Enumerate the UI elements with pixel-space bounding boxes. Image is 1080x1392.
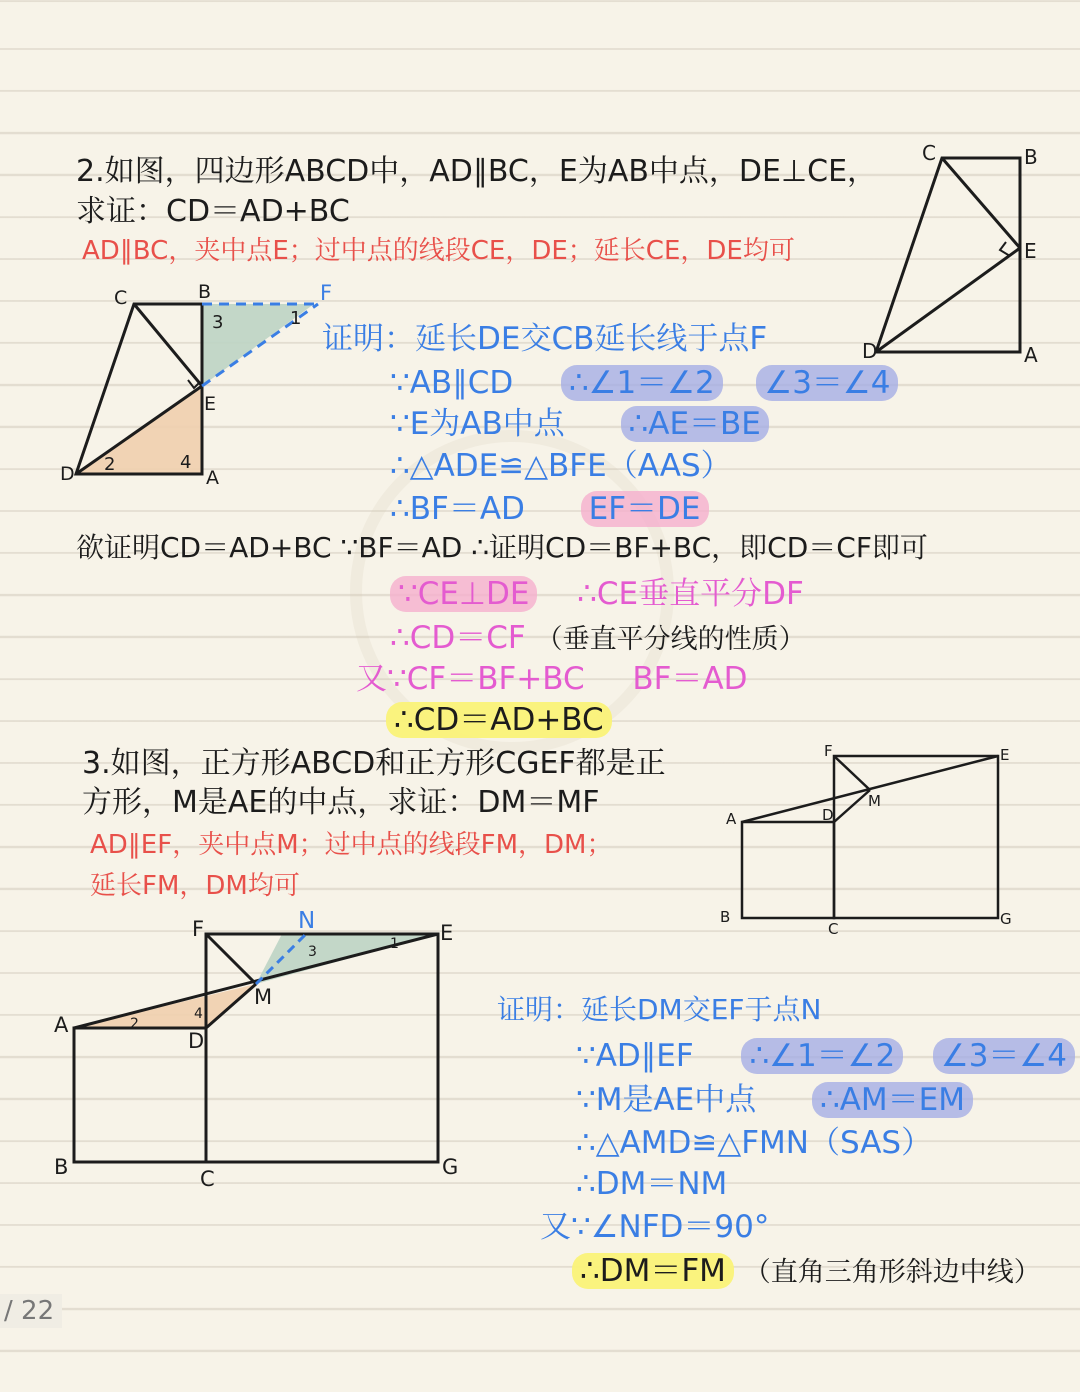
angle-2: 2 <box>104 454 116 475</box>
angle-1: 1 <box>390 936 399 952</box>
segment-fm <box>206 934 256 984</box>
problem2-annotated-figure <box>56 280 346 490</box>
step-text: ∵E为AB中点 <box>390 406 565 442</box>
label-g: G <box>1000 910 1012 928</box>
label-d: D <box>822 806 834 824</box>
label-f: F <box>320 281 333 305</box>
segment-ce <box>942 158 1020 248</box>
label-f: F <box>192 917 205 941</box>
label-m: M <box>254 985 273 1009</box>
step-text: BF＝AD <box>632 661 748 697</box>
step-text: ∴CD＝CF <box>390 620 526 656</box>
step-note: （直角三角形斜边中线） <box>743 1257 1041 1288</box>
problem2-step1 <box>390 357 898 402</box>
label-c: C <box>200 1167 215 1190</box>
problem2-step3: ∴△ADE≌△BFE（AAS） <box>390 448 732 484</box>
label-d: D <box>862 339 878 363</box>
problem2-step7 <box>390 612 806 657</box>
label-e: E <box>440 921 454 945</box>
label-a: A <box>726 810 737 828</box>
label-b: B <box>1024 145 1038 169</box>
highlight: ∠3＝∠4 <box>933 1038 1075 1074</box>
step-text: ∵AD∥EF <box>576 1038 694 1074</box>
problem2-statement-line2: 求证：CD＝AD+BC <box>76 194 350 229</box>
step-text: ∴CE垂直平分DF <box>577 576 804 612</box>
label-b: B <box>720 908 731 926</box>
label-a: A <box>1024 343 1038 367</box>
problem2-step5: 欲证明CD＝AD+BC ∵BF＝AD ∴证明CD＝BF+BC，即CD＝CF即可 <box>76 531 928 564</box>
label-c: C <box>828 920 839 938</box>
angle-3: 3 <box>308 944 317 960</box>
segment-de <box>876 248 1020 352</box>
problem3-step3: ∴△AMD≌△FMN（SAS） <box>576 1125 933 1161</box>
segment-fm <box>834 756 870 790</box>
problem3-hint-line1: AD∥EF，夹中点M；过中点的线段FM，DM； <box>90 830 613 860</box>
segment-ce <box>134 304 202 386</box>
problem2-step2 <box>390 398 769 443</box>
label-n: N <box>298 908 316 934</box>
angle-3: 3 <box>212 312 224 333</box>
label-e: E <box>1000 746 1010 764</box>
problem3-hint-line2: 延长FM，DM均可 <box>90 871 300 901</box>
angle-2: 2 <box>130 1016 139 1032</box>
label-g: G <box>442 1155 459 1179</box>
step-text: ∴BF＝AD <box>390 491 525 527</box>
problem3-reference-figure <box>716 740 1022 940</box>
segment-ae <box>74 934 438 1028</box>
highlight: ∵CE⊥DE <box>390 576 537 612</box>
highlight: ∴AE＝BE <box>621 406 769 442</box>
page-indicator: / 22 <box>0 1294 62 1328</box>
problem2-reference-figure <box>860 140 1060 370</box>
problem3-step5: 又∵∠NFD＝90° <box>540 1209 770 1245</box>
label-a: A <box>54 1013 69 1037</box>
highlight: ∴AM＝EM <box>812 1082 973 1118</box>
problem3-statement-line2: 方形，M是AE的中点，求证：DM＝MF <box>82 785 600 820</box>
problem3-step2 <box>576 1074 973 1119</box>
square-abcd <box>742 822 834 918</box>
square-abcd <box>74 1028 206 1162</box>
problem2-hint: AD∥BC，夹中点E；过中点的线段CE，DE；延长CE，DE均可 <box>82 236 795 266</box>
highlight: ∴∠1＝∠2 <box>741 1038 903 1074</box>
label-a: A <box>206 467 219 489</box>
problem2-step6 <box>390 568 804 613</box>
label-b: B <box>198 281 212 303</box>
label-f: F <box>824 742 833 760</box>
label-e: E <box>1024 239 1037 263</box>
angle-1: 1 <box>290 308 302 329</box>
step-text: ∵AB∥CD <box>390 365 514 401</box>
problem2-conclusion <box>386 694 612 739</box>
highlight: ∠3＝∠4 <box>756 365 898 401</box>
highlight: EF＝DE <box>581 491 709 527</box>
highlight: ∴DM＝FM <box>572 1253 734 1289</box>
label-c: C <box>114 287 128 309</box>
label-e: E <box>204 393 217 415</box>
step-text: ∵M是AE中点 <box>576 1082 757 1118</box>
step-text: 又∵CF＝BF+BC <box>356 661 585 697</box>
problem3-step4: ∴DM＝NM <box>576 1166 728 1202</box>
problem2-step8 <box>356 653 748 698</box>
problem3-statement-line1: 3.如图，正方形ABCD和正方形CGEF都是正 <box>82 746 666 781</box>
problem3-proof-title: 证明：延长DM交EF于点N <box>497 993 822 1026</box>
step-note: （垂直平分线的性质） <box>535 624 806 655</box>
problem3-conclusion <box>572 1245 1041 1290</box>
right-angle-mark <box>1000 242 1010 256</box>
label-d: D <box>188 1029 205 1053</box>
highlight: ∴CD＝AD+BC <box>386 702 612 738</box>
problem2-proof-title: 证明：延长DE交CB延长线于点F <box>322 321 768 357</box>
problem2-statement-line1: 2.如图，四边形ABCD中，AD∥BC，E为AB中点，DE⊥CE， <box>76 154 878 189</box>
angle-4: 4 <box>194 1006 203 1022</box>
angle-4: 4 <box>180 452 192 473</box>
label-d: D <box>60 463 75 485</box>
problem3-annotated-figure <box>50 900 470 1190</box>
quadrilateral-abcd <box>876 158 1020 352</box>
problem2-step4 <box>390 483 709 528</box>
label-b: B <box>54 1155 69 1179</box>
problem3-step1 <box>576 1030 1075 1075</box>
highlight: ∴∠1＝∠2 <box>561 365 723 401</box>
label-c: C <box>922 141 936 165</box>
label-m: M <box>868 792 881 810</box>
